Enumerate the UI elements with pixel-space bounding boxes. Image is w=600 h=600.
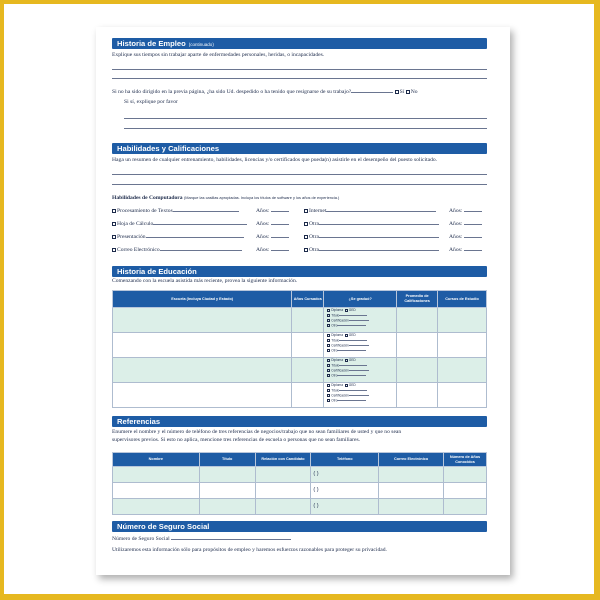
courses-cell[interactable] xyxy=(438,383,487,408)
years-cell[interactable] xyxy=(292,358,324,383)
skill-row-word-processing xyxy=(112,207,239,214)
education-header-row xyxy=(113,291,487,308)
other-2-label: Otra xyxy=(309,234,319,240)
phone-column-header: Teléfono xyxy=(311,453,379,467)
ged-label: GED xyxy=(348,333,356,337)
email-line[interactable] xyxy=(160,246,242,251)
degree-checkbox[interactable] xyxy=(327,314,330,317)
years-label: Años: xyxy=(256,221,270,227)
years-label: Años: xyxy=(256,247,270,253)
other-1-label: Otra xyxy=(309,221,319,227)
certification-label: Certificación xyxy=(331,368,349,372)
courses-cell[interactable] xyxy=(438,333,487,358)
word-processing-label: Procesamiento de Textos xyxy=(117,208,173,214)
reference-name-cell[interactable] xyxy=(113,499,200,515)
graduated-cell xyxy=(324,358,397,383)
years-word-processing-line[interactable] xyxy=(271,207,289,212)
education-table xyxy=(112,290,487,408)
skill-row-other-3 xyxy=(304,246,439,253)
degree-checkbox[interactable] xyxy=(327,389,330,392)
ged-label: GED xyxy=(348,358,356,362)
school-cell[interactable] xyxy=(113,333,292,358)
graduated-options xyxy=(324,308,396,328)
skill-row-email xyxy=(112,246,242,253)
years-word-processing xyxy=(256,207,289,214)
references-intro-line-1: Enumere el nombre y el número de teléfono de tres referencias de negocios/trabajo que no sean familiares de usted y que no sean xyxy=(112,429,402,435)
graduated-cell xyxy=(324,383,397,408)
graduated-options xyxy=(324,358,396,378)
certification-label: Certificación xyxy=(331,318,349,322)
word-processing-line[interactable] xyxy=(173,207,239,212)
reference-email-cell[interactable] xyxy=(379,483,444,499)
courses-cell[interactable] xyxy=(438,308,487,333)
other-checkbox[interactable] xyxy=(327,374,330,377)
gpa-cell[interactable] xyxy=(397,308,438,333)
reference-title-cell[interactable] xyxy=(199,499,255,515)
email-checkbox[interactable] xyxy=(112,248,116,252)
years-spreadsheet-line[interactable] xyxy=(271,220,289,225)
certification-checkbox[interactable] xyxy=(327,394,330,397)
explain-label: Si sí, explique por favor xyxy=(124,99,178,105)
other-line[interactable] xyxy=(337,373,366,377)
other-label: Otro xyxy=(331,373,338,377)
years-other-3-line[interactable] xyxy=(464,246,482,251)
other-line[interactable] xyxy=(337,398,366,402)
other-line[interactable] xyxy=(337,348,366,352)
reference-years-cell[interactable] xyxy=(444,499,487,515)
ged-checkbox[interactable] xyxy=(345,309,348,312)
presentation-label: Presentación xyxy=(117,234,146,240)
references-section-header xyxy=(112,416,487,427)
diploma-checkbox[interactable] xyxy=(327,309,330,312)
ssn-section-header xyxy=(112,521,487,532)
ssn-title: Número de Seguro Social xyxy=(117,522,210,531)
explain-line-1[interactable] xyxy=(124,118,487,119)
spreadsheet-line[interactable] xyxy=(153,220,247,225)
references-title: Referencias xyxy=(117,417,161,426)
reference-row xyxy=(113,483,487,499)
reference-row xyxy=(113,467,487,483)
years-other-1 xyxy=(449,220,482,227)
reference-name-cell[interactable] xyxy=(113,483,200,499)
other-1-checkbox[interactable] xyxy=(304,222,308,226)
reference-phone-cell[interactable]: ( ) xyxy=(311,499,379,515)
ssn-input-line[interactable] xyxy=(171,535,291,540)
years-label: Años: xyxy=(449,247,463,253)
dismissed-yes-label: Sí xyxy=(399,89,405,95)
diploma-checkbox[interactable] xyxy=(327,359,330,362)
computer-skills-heading xyxy=(112,195,339,201)
diploma-label: Diploma xyxy=(331,358,343,362)
years-known-column-header: Número de Años Conocidos xyxy=(444,453,487,467)
years-presentation-line[interactable] xyxy=(271,233,289,238)
reference-row xyxy=(113,499,487,515)
employment-title: Historia de Empleo xyxy=(117,39,186,48)
title-column-header: Título xyxy=(199,453,255,467)
certification-line[interactable] xyxy=(349,318,369,322)
school-cell[interactable] xyxy=(113,358,292,383)
relationship-column-header: Relación con Candidato xyxy=(255,453,311,467)
word-processing-checkbox[interactable] xyxy=(112,209,116,213)
skills-answer-line-2[interactable] xyxy=(112,184,487,185)
internet-line[interactable] xyxy=(326,207,436,212)
references-table xyxy=(112,452,487,515)
years-label: Años: xyxy=(449,234,463,240)
internet-label: Internet xyxy=(309,208,327,214)
email-column-header: Correo Electrónico xyxy=(379,453,444,467)
years-other-2-line[interactable] xyxy=(464,233,482,238)
references-header-row xyxy=(113,453,487,467)
diploma-checkbox[interactable] xyxy=(327,334,330,337)
reference-years-cell[interactable] xyxy=(444,483,487,499)
other-3-checkbox[interactable] xyxy=(304,248,308,252)
education-intro: Comenzando con la escuela asistida más reciente, provea la siguiente información. xyxy=(112,278,298,284)
reference-email-cell[interactable] xyxy=(379,499,444,515)
ged-checkbox[interactable] xyxy=(345,384,348,387)
education-row xyxy=(113,358,487,383)
education-row xyxy=(113,333,487,358)
degree-line[interactable] xyxy=(339,338,367,342)
other-line[interactable] xyxy=(337,323,366,327)
reference-phone-cell[interactable]: ( ) xyxy=(311,467,379,483)
reference-phone-cell[interactable]: ( ) xyxy=(311,483,379,499)
dismissed-no-label: No xyxy=(410,89,418,95)
graduated-options xyxy=(324,333,396,353)
email-label: Correo Electrónico xyxy=(117,247,160,253)
certification-checkbox[interactable] xyxy=(327,319,330,322)
diploma-label: Diploma xyxy=(331,383,343,387)
dismissed-yes-checkbox[interactable] xyxy=(395,90,399,94)
other-3-line[interactable] xyxy=(319,246,439,251)
skill-row-presentation xyxy=(112,233,244,240)
gpa-cell[interactable] xyxy=(397,383,438,408)
degree-line[interactable] xyxy=(339,313,367,317)
school-column-header: Escuela (Incluya Ciudad y Estado) xyxy=(113,291,292,308)
degree-label: Título xyxy=(331,313,340,317)
reference-name-cell[interactable] xyxy=(113,467,200,483)
employment-subtitle: (continuado) xyxy=(188,42,214,47)
years-cell[interactable] xyxy=(292,383,324,408)
reference-title-cell[interactable] xyxy=(199,483,255,499)
diploma-label: Diploma xyxy=(331,308,343,312)
degree-checkbox[interactable] xyxy=(327,364,330,367)
explain-line-2[interactable] xyxy=(124,128,487,129)
years-label: Años: xyxy=(256,234,270,240)
presentation-checkbox[interactable] xyxy=(112,235,116,239)
time-off-answer-line-1[interactable] xyxy=(112,69,487,70)
dismissed-no-checkbox[interactable] xyxy=(406,90,410,94)
presentation-line[interactable] xyxy=(146,233,244,238)
certification-line[interactable] xyxy=(349,393,369,397)
certification-checkbox[interactable] xyxy=(327,344,330,347)
other-checkbox[interactable] xyxy=(327,399,330,402)
skills-answer-line-1[interactable] xyxy=(112,174,487,175)
skill-row-other-1 xyxy=(304,220,439,227)
name-column-header: Nombre xyxy=(113,453,200,467)
gpa-cell[interactable] xyxy=(397,358,438,383)
certification-checkbox[interactable] xyxy=(327,369,330,372)
certification-label: Certificación xyxy=(331,343,349,347)
other-2-checkbox[interactable] xyxy=(304,235,308,239)
degree-line[interactable] xyxy=(339,388,367,392)
degree-label: Título xyxy=(331,388,340,392)
courses-column-header: Cursos de Estudio xyxy=(438,291,487,308)
ged-label: GED xyxy=(348,308,356,312)
dismissed-answer-line[interactable] xyxy=(351,88,393,93)
employment-section-header xyxy=(112,38,487,49)
application-page xyxy=(96,27,510,575)
reference-relationship-cell[interactable] xyxy=(255,483,311,499)
certification-line[interactable] xyxy=(349,368,369,372)
years-presentation xyxy=(256,233,289,240)
degree-label: Título xyxy=(331,338,340,342)
internet-checkbox[interactable] xyxy=(304,209,308,213)
skill-row-other-2 xyxy=(304,233,439,240)
dismissed-question-text: Si no ha sido dirigido en la previa página, ¿ha sido Ud. despedido o ha tenido que resignarse de su trabajo? xyxy=(112,89,352,95)
education-section-header xyxy=(112,266,487,277)
certification-label: Certificación xyxy=(331,393,349,397)
years-other-3 xyxy=(449,246,482,253)
ged-label: GED xyxy=(348,383,356,387)
years-cell[interactable] xyxy=(292,308,324,333)
skill-row-spreadsheet xyxy=(112,220,247,227)
spreadsheet-checkbox[interactable] xyxy=(112,222,116,226)
references-intro-line-2: supervisores previos. Si esto no aplica, mencione tres referencias de escuela o personas que no sean familiares. xyxy=(112,437,361,443)
years-internet-line[interactable] xyxy=(464,207,482,212)
reference-email-cell[interactable] xyxy=(379,467,444,483)
graduated-column-header: ¿Se graduó? xyxy=(324,291,397,308)
other-2-line[interactable] xyxy=(319,233,439,238)
spreadsheet-label: Hoja de Cálculo xyxy=(117,221,154,227)
other-label: Otro xyxy=(331,398,338,402)
time-off-answer-line-2[interactable] xyxy=(112,78,487,79)
degree-checkbox[interactable] xyxy=(327,339,330,342)
years-email-line[interactable] xyxy=(271,246,289,251)
school-cell[interactable] xyxy=(113,308,292,333)
skills-section-header xyxy=(112,143,487,154)
school-cell[interactable] xyxy=(113,383,292,408)
education-title: Historia de Educación xyxy=(117,267,197,276)
courses-cell[interactable] xyxy=(438,358,487,383)
education-row xyxy=(113,308,487,333)
degree-label: Título xyxy=(331,363,340,367)
reference-title-cell[interactable] xyxy=(199,467,255,483)
other-checkbox[interactable] xyxy=(327,324,330,327)
ged-checkbox[interactable] xyxy=(345,334,348,337)
degree-line[interactable] xyxy=(339,363,367,367)
years-other-1-line[interactable] xyxy=(464,220,482,225)
reference-years-cell[interactable] xyxy=(444,467,487,483)
years-column-header: Años Cursados xyxy=(292,291,324,308)
years-label: Años: xyxy=(449,221,463,227)
years-internet xyxy=(449,207,482,214)
skill-row-internet xyxy=(304,207,436,214)
reference-relationship-cell[interactable] xyxy=(255,467,311,483)
other-3-label: Otra xyxy=(309,247,319,253)
ged-checkbox[interactable] xyxy=(345,359,348,362)
ssn-privacy-note: Utilizaremos esta información sólo para propósitos de empleo y haremos esfuerzos razonables para proteger su privacidad. xyxy=(112,547,387,553)
other-checkbox[interactable] xyxy=(327,349,330,352)
graduated-cell xyxy=(324,333,397,358)
gpa-column-header: Promedio de Calificaciones xyxy=(397,291,438,308)
diploma-checkbox[interactable] xyxy=(327,384,330,387)
years-label: Años: xyxy=(256,208,270,214)
years-other-2 xyxy=(449,233,482,240)
skills-prompt: Haga un resumen de cualquier entrenamiento, habilidades, licencias y/o certificados que pueda(n) asistirle en el desempeño del puesto solicitado. xyxy=(112,157,438,163)
computer-skills-title: Habilidades de Computadora xyxy=(112,195,183,201)
other-label: Otro xyxy=(331,348,338,352)
other-label: Otro xyxy=(331,323,338,327)
gpa-cell[interactable] xyxy=(397,333,438,358)
other-1-line[interactable] xyxy=(319,220,439,225)
skills-title: Habilidades y Calificaciones xyxy=(117,144,220,153)
years-spreadsheet xyxy=(256,220,289,227)
graduated-options xyxy=(324,383,396,403)
diploma-label: Diploma xyxy=(331,333,343,337)
reference-relationship-cell[interactable] xyxy=(255,499,311,515)
years-cell[interactable] xyxy=(292,333,324,358)
computer-skills-note: (Marque las casillas apropiadas. Incluya los títulos de software y los años de experiencia.) xyxy=(183,195,340,200)
ssn-field-row xyxy=(112,535,291,542)
certification-line[interactable] xyxy=(349,343,369,347)
dismissed-question xyxy=(112,88,418,95)
education-row xyxy=(113,383,487,408)
time-off-question: Explique sus tiempos sin trabajar aparte de enfermedades personales, heridas, o incapacidades. xyxy=(112,52,325,58)
years-label: Años: xyxy=(449,208,463,214)
ssn-label: Número de Seguro Social xyxy=(112,536,170,542)
graduated-cell xyxy=(324,308,397,333)
years-email xyxy=(256,246,289,253)
